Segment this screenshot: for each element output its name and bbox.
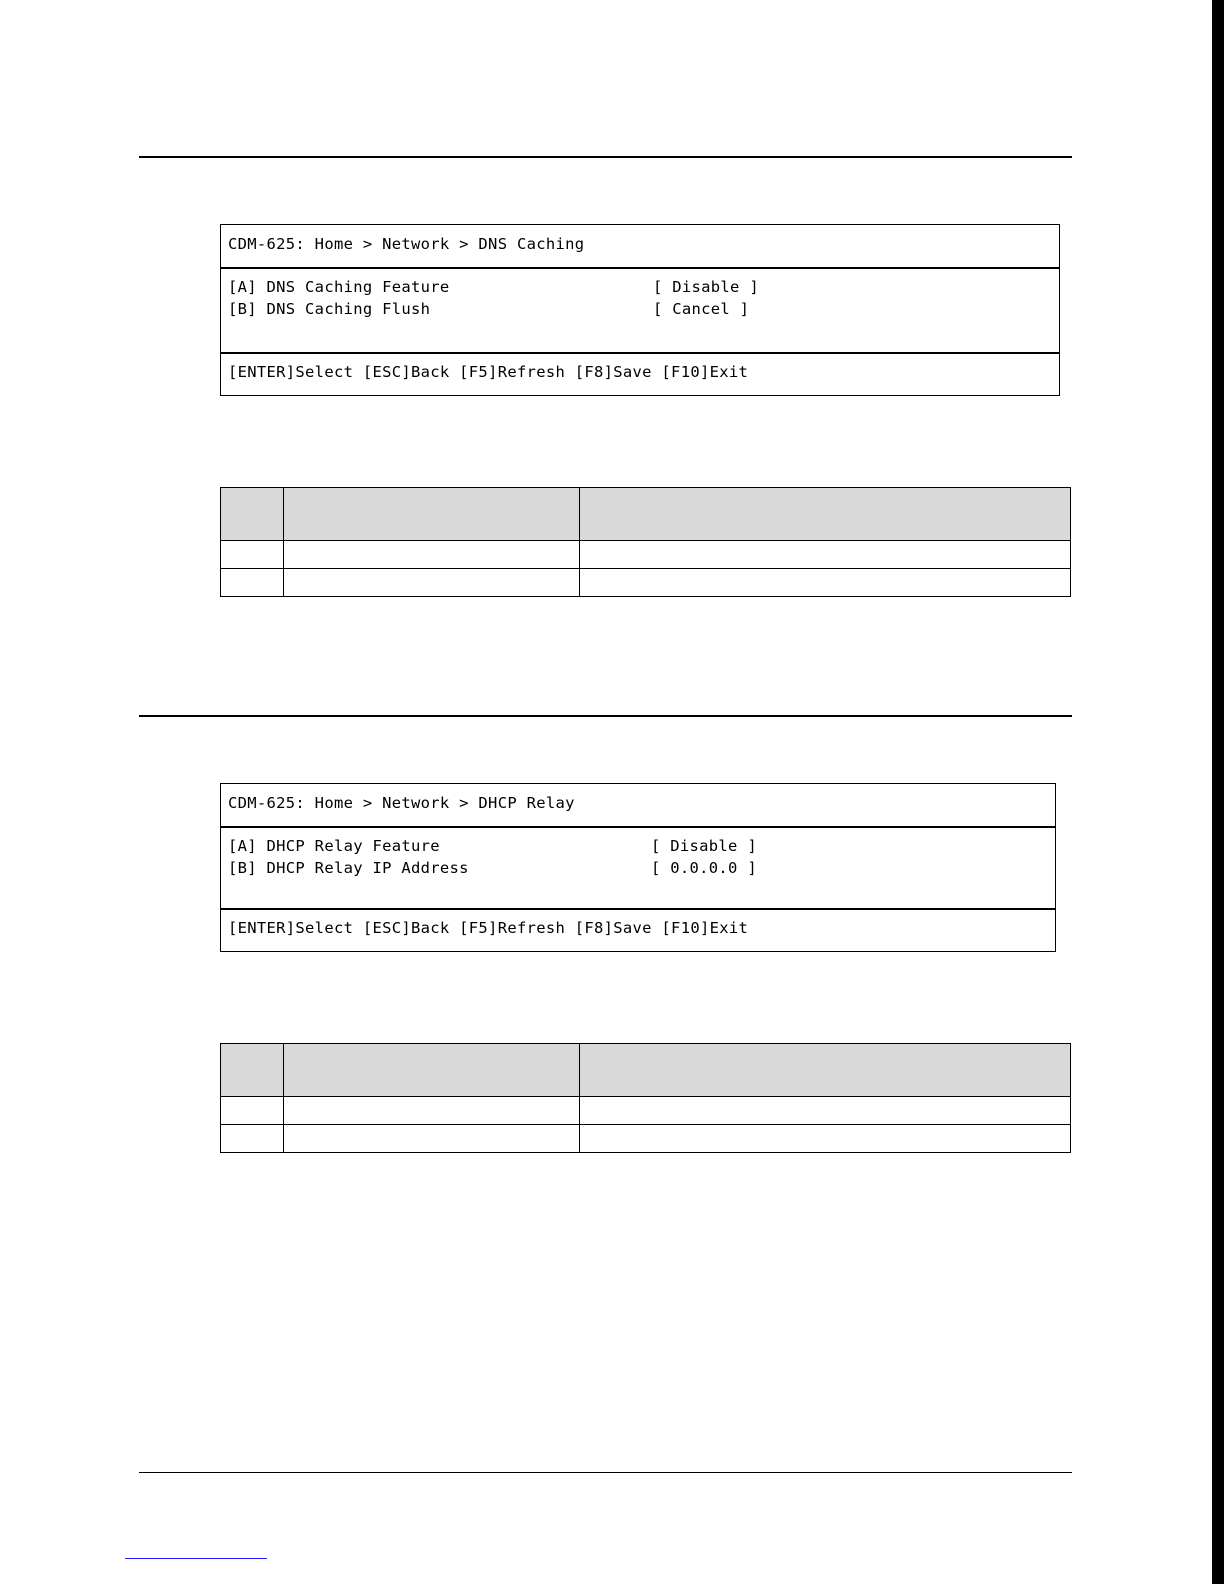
screen-divider [221,267,1059,269]
table-cell [284,569,580,597]
table-cell [221,569,284,597]
footer-rule [139,1472,1072,1473]
menu-item-dhcp-relay-feature[interactable]: [A] DHCP Relay Feature [228,837,440,855]
table-header-row [221,488,1071,541]
page-edge-bar [1212,0,1224,1584]
menu-item-dns-caching-flush[interactable]: [B] DNS Caching Flush [228,300,431,318]
table-header-cell [580,488,1071,541]
table-cell [580,1097,1071,1125]
dhcp-relay-parameter-table [220,1043,1071,1153]
dns-caching-parameter-table [220,487,1071,597]
key-help-bar: [ENTER]Select [ESC]Back [F5]Refresh [F8]Save [F10]Exit [228,919,749,937]
key-help-bar: [ENTER]Select [ESC]Back [F5]Refresh [F8]Save [F10]Exit [228,363,749,381]
table-cell [580,569,1071,597]
screen-divider [221,908,1055,910]
table-cell [284,541,580,569]
section-rule-middle [139,715,1072,717]
table-row [221,541,1071,569]
table-cell [580,1125,1071,1153]
footnote-link-underline [125,1558,267,1559]
table-cell [284,1125,580,1153]
dns-caching-feature-value[interactable]: [ Disable ] [653,278,759,296]
section-rule-top [139,156,1072,158]
table-cell [221,541,284,569]
table-header-row [221,1044,1071,1097]
table-cell [284,1097,580,1125]
table-row [221,569,1071,597]
table-cell [221,1125,284,1153]
table-header-cell [284,488,580,541]
menu-item-dns-caching-feature[interactable]: [A] DNS Caching Feature [228,278,450,296]
table-header-cell [221,1044,284,1097]
table-header-cell [580,1044,1071,1097]
screen-breadcrumb: CDM-625: Home > Network > DHCP Relay [228,794,575,812]
menu-item-dhcp-relay-ip-address[interactable]: [B] DHCP Relay IP Address [228,859,469,877]
dns-caching-flush-value[interactable]: [ Cancel ] [653,300,750,318]
table-header-cell [221,488,284,541]
screen-divider [221,352,1059,354]
dns-caching-terminal-screen [220,224,1060,396]
dhcp-relay-ip-address-value[interactable]: [ 0.0.0.0 ] [651,859,757,877]
table-row [221,1097,1071,1125]
dhcp-relay-feature-value[interactable]: [ Disable ] [651,837,757,855]
dhcp-relay-terminal-screen [220,783,1056,952]
screen-divider [221,826,1055,828]
table-header-cell [284,1044,580,1097]
table-cell [580,541,1071,569]
screen-breadcrumb: CDM-625: Home > Network > DNS Caching [228,235,585,253]
table-row [221,1125,1071,1153]
table-cell [221,1097,284,1125]
